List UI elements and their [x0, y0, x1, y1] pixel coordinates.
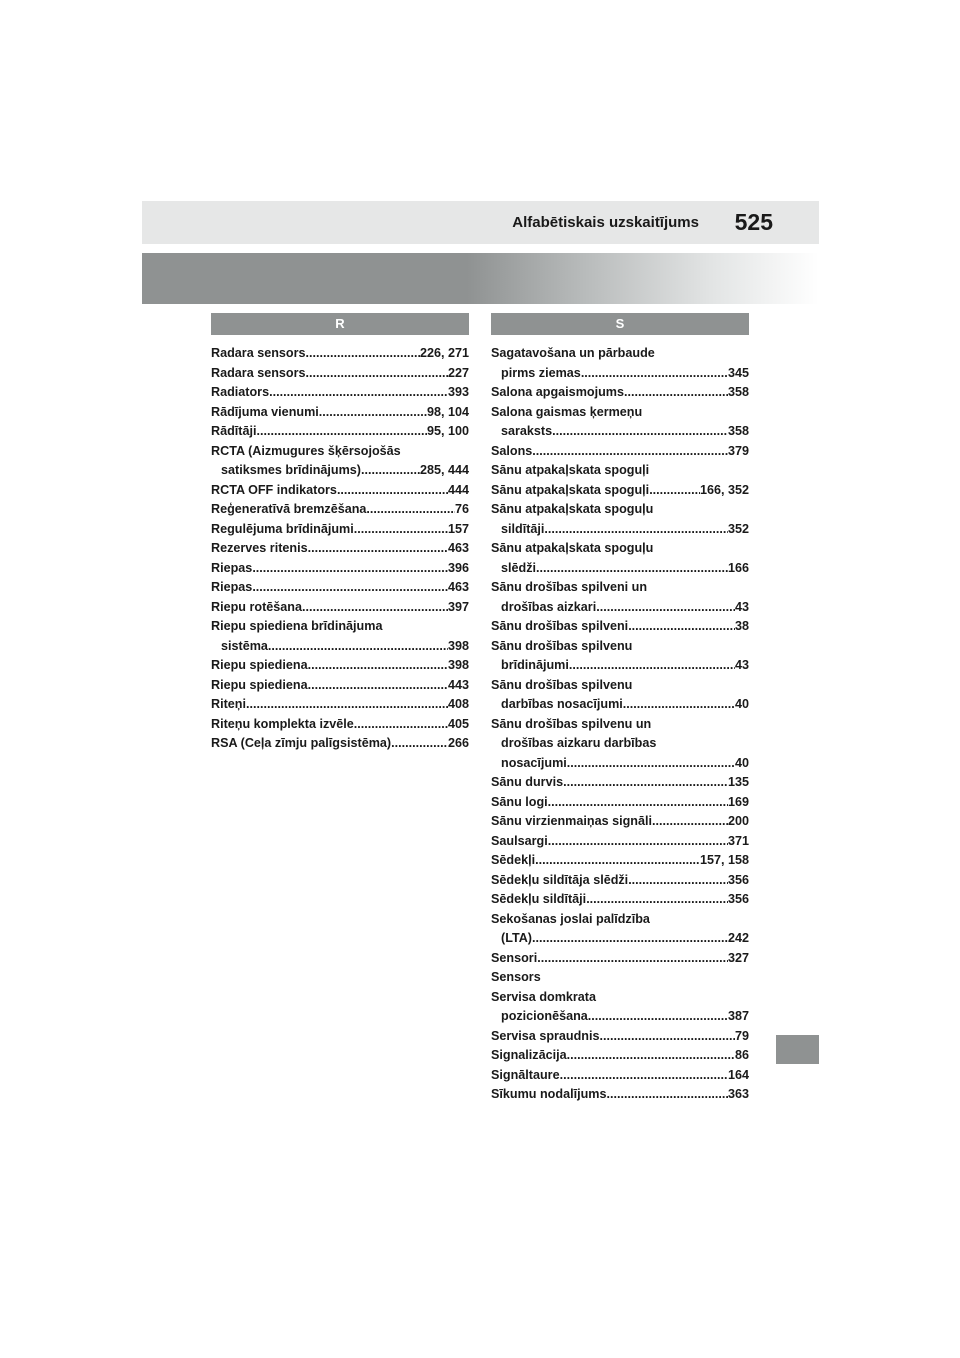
entry-term	[211, 656, 469, 676]
entry-text: Sānu atpakaļskata spoguļi	[491, 463, 650, 477]
entry-term	[491, 442, 749, 462]
entry-text: Riepu spiediena	[211, 677, 308, 692]
entry-text: drošības aizkari	[501, 599, 597, 614]
entry-term	[491, 715, 749, 735]
entry-text: Sānu drošības spilvenu	[491, 638, 633, 653]
entry-term-continued	[491, 364, 749, 384]
index-entry	[211, 578, 469, 598]
dot-leader	[337, 481, 448, 501]
entry-term	[491, 403, 749, 423]
index-entries-s	[491, 344, 749, 1105]
entry-term	[211, 344, 469, 364]
page-reference[interactable]: 358	[727, 385, 749, 399]
index-entry	[491, 442, 749, 462]
index-entry	[491, 578, 749, 617]
index-entry	[491, 968, 749, 988]
dot-leader	[252, 559, 448, 579]
dot-leader	[532, 442, 728, 462]
entry-term	[491, 344, 749, 364]
index-entry	[211, 539, 469, 559]
entry-text: Salona apgaismojums	[491, 385, 624, 399]
index-entry	[491, 344, 749, 383]
entry-term-continued	[491, 734, 749, 754]
index-entry	[491, 1066, 749, 1086]
page-reference[interactable]: 38	[734, 619, 749, 633]
page-reference[interactable]: 200	[727, 814, 749, 828]
dot-leader	[257, 422, 427, 442]
entry-text: RSA (Ceļa zīmju palīgsistēma)	[211, 736, 392, 750]
entry-term-continued	[491, 695, 749, 715]
dot-leader	[544, 520, 728, 540]
entry-text: Saulsargi	[491, 833, 548, 848]
index-entry	[211, 656, 469, 676]
index-entry	[491, 403, 749, 442]
entry-term	[491, 1066, 749, 1086]
index-entry	[211, 695, 469, 715]
index-entry	[491, 500, 749, 539]
dot-leader	[268, 637, 448, 657]
page-reference[interactable]: 379	[727, 443, 749, 458]
index-entry	[491, 988, 749, 1027]
entry-text: Servisa domkrata	[491, 989, 597, 1004]
page-reference[interactable]: 135	[727, 775, 749, 789]
entry-text: Riepu rotēšana	[211, 599, 302, 614]
entry-term	[211, 383, 469, 403]
entry-term	[491, 539, 749, 559]
page-reference[interactable]: 398	[447, 658, 469, 672]
entry-term-continued	[491, 520, 749, 540]
entry-text: Sānu durvis	[491, 775, 564, 789]
dot-leader	[567, 1046, 735, 1066]
dot-leader	[628, 617, 735, 637]
dot-leader	[588, 1007, 728, 1027]
entry-text: sistēma	[221, 638, 268, 653]
index-entry	[211, 715, 469, 735]
entry-text: darbības nosacījumi	[501, 697, 623, 711]
dot-leader	[308, 676, 448, 696]
page-number: 525	[734, 209, 773, 235]
dot-leader	[535, 851, 700, 871]
entry-term	[491, 851, 749, 871]
entry-term	[491, 871, 749, 891]
page-reference[interactable]: 396	[447, 560, 469, 575]
page-reference[interactable]: 157	[447, 521, 469, 536]
entry-term	[211, 578, 469, 598]
entry-text: Sānu drošības spilveni	[491, 619, 629, 633]
dot-leader	[302, 598, 448, 618]
entry-term	[211, 598, 469, 618]
entry-term	[211, 403, 469, 423]
page-reference[interactable]: 43	[734, 599, 749, 614]
page-reference[interactable]: 40	[734, 697, 749, 711]
entry-term	[211, 481, 469, 501]
index-column-s	[491, 313, 749, 1105]
entry-text: Riepu spiediena	[211, 658, 308, 672]
index-column-r	[211, 313, 469, 754]
index-entry	[211, 442, 469, 481]
entry-term-continued	[211, 637, 469, 657]
dot-leader	[366, 500, 455, 520]
dot-leader	[600, 1027, 735, 1047]
page-reference[interactable]: 345	[727, 365, 749, 380]
page-reference[interactable]: 444	[447, 482, 469, 497]
page-reference[interactable]: 356	[727, 872, 749, 887]
index-entry	[211, 617, 469, 656]
entry-text: Riepas	[211, 560, 253, 575]
page-reference[interactable]: 43	[734, 658, 749, 672]
page-reference[interactable]: 79	[734, 1028, 749, 1043]
page-reference[interactable]: 387	[727, 1009, 749, 1023]
page-reference[interactable]: 463	[447, 541, 469, 555]
entry-term-continued	[491, 929, 749, 949]
page-reference[interactable]: 266	[447, 736, 469, 750]
entry-term	[491, 968, 749, 988]
entry-text: Sēdekļi	[491, 853, 536, 867]
entry-term	[491, 988, 749, 1008]
entry-text: Salona gaismas ķermeņu	[491, 404, 643, 419]
entry-term-continued	[211, 461, 469, 481]
entry-term	[491, 1046, 749, 1066]
index-entry	[211, 598, 469, 618]
index-entry	[491, 481, 749, 501]
entry-text: RCTA (Aizmugures šķērsojošās	[211, 443, 401, 458]
entry-term	[491, 578, 749, 598]
entry-term	[211, 442, 469, 462]
dot-leader	[308, 539, 448, 559]
entry-term	[491, 812, 749, 832]
dot-leader	[354, 715, 448, 735]
dot-leader	[560, 1066, 728, 1086]
index-entry	[211, 403, 469, 423]
index-entry	[211, 520, 469, 540]
index-entry	[491, 1027, 749, 1047]
entry-term	[491, 910, 749, 930]
entry-term	[491, 481, 749, 501]
entry-text: brīdinājumi	[501, 658, 569, 672]
entry-term	[491, 676, 749, 696]
entry-term	[491, 637, 749, 657]
index-entry	[491, 851, 749, 871]
dot-leader	[246, 695, 448, 715]
page-header	[142, 201, 819, 244]
page-reference[interactable]: 327	[727, 950, 749, 965]
entry-text: pirms ziemas	[501, 365, 581, 380]
index-entry	[491, 1085, 749, 1105]
entry-text: Rādījuma vienumi	[211, 404, 319, 419]
index-entry	[211, 383, 469, 403]
index-entry	[211, 734, 469, 754]
entry-term	[211, 617, 469, 637]
page-reference[interactable]: 95, 100	[426, 424, 469, 438]
dot-leader	[569, 656, 735, 676]
index-entry	[491, 773, 749, 793]
page-reference[interactable]: 356	[727, 892, 749, 906]
letter-heading-r: R	[211, 313, 469, 335]
dot-leader	[649, 481, 700, 501]
dot-leader	[548, 832, 728, 852]
page-reference[interactable]: 352	[727, 521, 749, 536]
index-entry	[491, 461, 749, 481]
entry-term-continued	[491, 1007, 749, 1027]
entry-text: Sīkumu nodalījums	[491, 1087, 607, 1101]
page-reference[interactable]: 157, 158	[699, 853, 749, 867]
running-title: Alfabētiskais uzskaitījums	[512, 214, 699, 231]
entry-text: Radiators	[211, 385, 270, 399]
page-reference[interactable]: 405	[447, 716, 469, 731]
entry-text: Sēdekļu sildītāji	[491, 892, 587, 906]
entry-term	[211, 520, 469, 540]
dot-leader	[252, 578, 448, 598]
index-entry	[491, 539, 749, 578]
entry-text: Signāltaure	[491, 1067, 560, 1082]
entry-text: Sagatavošana un pārbaude	[491, 346, 655, 360]
index-entry	[491, 676, 749, 715]
entry-text: RCTA OFF indikators	[211, 482, 337, 497]
page-reference[interactable]: 227	[447, 365, 469, 380]
dot-leader	[586, 890, 728, 910]
entry-text: Rezerves ritenis	[211, 541, 308, 555]
entry-text: nosacījumi	[501, 755, 567, 770]
entry-text: Rādītāji	[211, 424, 257, 438]
entry-term	[491, 500, 749, 520]
entry-term	[491, 461, 749, 481]
index-entry	[491, 383, 749, 403]
entry-term	[491, 773, 749, 793]
page-reference[interactable]: 397	[447, 599, 469, 614]
entry-term	[491, 890, 749, 910]
entry-text: Salons	[491, 443, 533, 458]
dot-leader	[319, 403, 427, 423]
entry-text: Signalizācija	[491, 1048, 567, 1062]
entry-text: Sānu drošības spilvenu	[491, 677, 633, 692]
page-reference[interactable]: 166, 352	[699, 482, 749, 497]
dot-leader	[624, 383, 728, 403]
dot-leader	[606, 1085, 728, 1105]
entry-term	[491, 1027, 749, 1047]
entry-term	[211, 715, 469, 735]
dot-leader	[652, 812, 728, 832]
page-reference[interactable]: 76	[454, 502, 469, 516]
index-entry	[491, 812, 749, 832]
index-entry	[491, 715, 749, 774]
entry-term	[491, 383, 749, 403]
dot-leader	[269, 383, 448, 403]
entry-text: Sēdekļu sildītāja slēdži	[491, 872, 629, 887]
decorative-band	[142, 253, 819, 304]
entry-term	[491, 1085, 749, 1105]
entry-text: Regulējuma brīdinājumi	[211, 521, 354, 536]
page-reference[interactable]: 358	[727, 424, 749, 438]
entry-text: Riepas	[211, 580, 253, 594]
entry-text: Riteņi	[211, 697, 246, 711]
section-thumb-tab	[776, 1035, 819, 1064]
index-entry	[211, 364, 469, 384]
page-reference[interactable]: 98, 104	[426, 404, 469, 419]
index-entry	[491, 637, 749, 676]
dot-leader	[306, 344, 420, 364]
dot-leader	[623, 695, 735, 715]
index-entry	[211, 559, 469, 579]
entry-text: Sānu atpakaļskata spoguļi	[491, 482, 650, 497]
entry-text: Sānu drošības spilvenu un	[491, 716, 652, 731]
entry-text: Sānu atpakaļskata spoguļu	[491, 502, 654, 516]
entry-text: satiksmes brīdinājums)	[221, 463, 361, 477]
entry-term-continued	[491, 656, 749, 676]
index-entries-r	[211, 344, 469, 754]
dot-leader	[536, 559, 728, 579]
entry-term	[211, 422, 469, 442]
letter-heading-s: S	[491, 313, 749, 335]
page-reference[interactable]: 166	[727, 560, 749, 575]
entry-text: Radara sensors	[211, 365, 306, 380]
index-entry	[211, 500, 469, 520]
page-reference[interactable]: 408	[447, 697, 469, 711]
dot-leader	[308, 656, 448, 676]
dot-leader	[532, 929, 728, 949]
entry-term	[491, 949, 749, 969]
page-reference[interactable]: 443	[447, 677, 469, 692]
index-entry	[211, 422, 469, 442]
dot-leader	[391, 734, 448, 754]
entry-term	[211, 539, 469, 559]
entry-term	[211, 695, 469, 715]
entry-text: Reģeneratīvā bremzēšana	[211, 502, 367, 516]
page-reference[interactable]: 86	[734, 1048, 749, 1062]
page-reference[interactable]: 242	[727, 931, 749, 945]
index-entry	[491, 910, 749, 949]
page-reference[interactable]: 371	[727, 833, 749, 848]
entry-text: Sānu logi	[491, 794, 548, 809]
dot-leader	[563, 773, 728, 793]
page-reference[interactable]: 463	[447, 580, 469, 594]
entry-term-continued	[491, 754, 749, 774]
entry-text: Sensori	[491, 950, 538, 965]
page-reference[interactable]: 169	[727, 794, 749, 809]
dot-leader	[548, 793, 728, 813]
dot-leader	[596, 598, 735, 618]
page-reference[interactable]: 398	[447, 638, 469, 653]
dot-leader	[552, 422, 728, 442]
index-entry	[211, 344, 469, 364]
index-entry	[491, 871, 749, 891]
entry-text: Radara sensors	[211, 346, 306, 360]
index-entry	[491, 1046, 749, 1066]
entry-text: Servisa spraudnis	[491, 1028, 600, 1043]
index-entry	[491, 793, 749, 813]
entry-text: Riteņu komplekta izvēle	[211, 716, 354, 731]
page-reference[interactable]: 285, 444	[419, 463, 469, 477]
page-reference[interactable]: 40	[734, 755, 749, 770]
dot-leader	[628, 871, 728, 891]
page-reference[interactable]: 393	[447, 385, 469, 399]
entry-term	[491, 793, 749, 813]
entry-term	[211, 734, 469, 754]
entry-text: saraksts	[501, 424, 553, 438]
page-reference[interactable]: 164	[727, 1067, 749, 1082]
index-entry	[491, 617, 749, 637]
index-entry	[491, 949, 749, 969]
index-entry	[491, 832, 749, 852]
entry-text: pozicionēšana	[501, 1009, 588, 1023]
entry-text: sildītāji	[501, 521, 545, 536]
index-entry	[211, 481, 469, 501]
dot-leader	[361, 461, 420, 481]
entry-term	[491, 617, 749, 637]
entry-term-continued	[491, 559, 749, 579]
entry-text: Sānu atpakaļskata spoguļu	[491, 541, 654, 555]
dot-leader	[581, 364, 728, 384]
entry-term	[211, 500, 469, 520]
page-reference[interactable]: 363	[727, 1087, 749, 1101]
entry-term	[211, 676, 469, 696]
entry-term-continued	[491, 598, 749, 618]
entry-text: Sānu drošības spilveni un	[491, 580, 648, 594]
dot-leader	[567, 754, 735, 774]
entry-text: Sensors	[491, 970, 541, 984]
dot-leader	[306, 364, 448, 384]
entry-term-continued	[491, 422, 749, 442]
entry-text: Sānu virzienmaiņas signāli	[491, 814, 652, 828]
index-entry	[211, 676, 469, 696]
entry-text: (LTA)	[501, 931, 532, 945]
page-reference[interactable]: 226, 271	[419, 346, 469, 360]
entry-term	[211, 559, 469, 579]
dot-leader	[537, 949, 728, 969]
entry-term	[211, 364, 469, 384]
entry-text: Riepu spiediena brīdinājuma	[211, 619, 383, 633]
index-entry	[491, 890, 749, 910]
entry-term	[491, 832, 749, 852]
dot-leader	[354, 520, 448, 540]
entry-text: drošības aizkaru darbības	[501, 736, 657, 750]
entry-text: slēdži	[501, 560, 536, 575]
entry-text: Sekošanas joslai palīdzība	[491, 911, 650, 926]
